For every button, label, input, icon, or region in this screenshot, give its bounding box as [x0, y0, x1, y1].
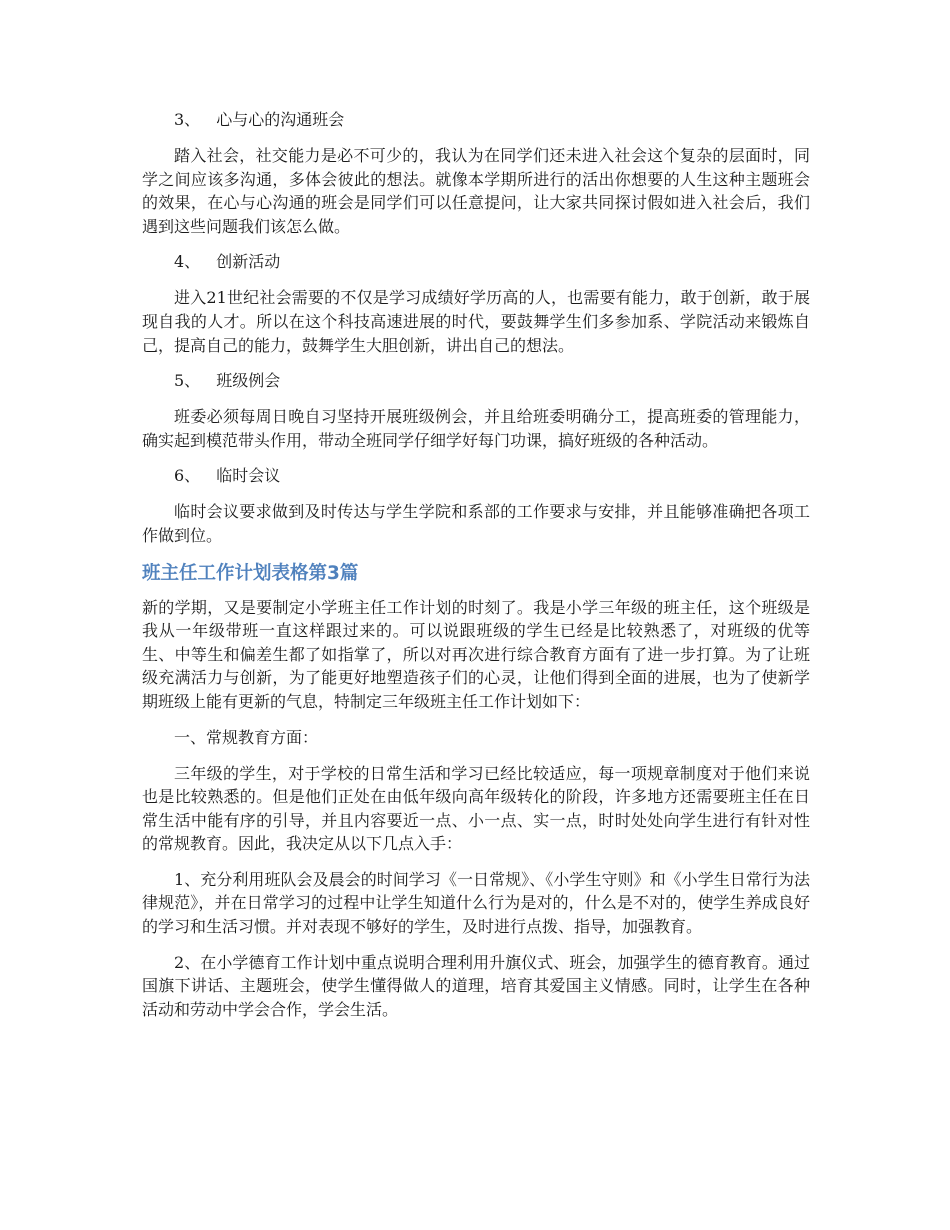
item-heading-6: [142, 464, 810, 488]
item-heading-4: [142, 250, 810, 274]
item-body-3: 踏入社会，社交能力是必不可少的，我认为在同学们还未进入社会这个复杂的层面时，同学之间应该多沟通，多体会彼此的想法。就像本学期所进行的活出你想要的人生这种主题班会的效果，在心与心沟通的班会是同学们可以任意提问，让大家共同探讨假如进入社会后，我们遇到这些问题我们该怎么做。: [142, 146, 810, 236]
item-number: 3、: [174, 110, 201, 129]
item-heading-3: [142, 108, 810, 132]
item-title: 临时会议: [216, 466, 281, 486]
item-number: 6、: [174, 466, 201, 486]
intro-paragraph: 新的学期，又是要制定小学班主任工作计划的时刻了。我是小学三年级的班主任，这个班级是我从一年级带班一直这样跟过来的。可以说跟班级的学生已经是比较熟悉了，对班级的优等生、中等生和偏差生都了如指掌了，所以对再次进行综合教育方面有了进一步打算。为了让班级充满活力与创新，为了能更好地塑造孩子们的心灵，让他们得到全面的进展，也为了使新学期班级上能有更新的气息，特制定三年级班主任工作计划如下：: [142, 597, 810, 711]
body-paragraph-2: 1、充分利用班队会及晨会的时间学习《一日常规》、《小学生守则》和《小学生日常行为法律规范》，并在日常学习的过程中让学生知道什么行为是对的，什么是不对的，使学生养成良好的学习和生活习惯。并对表现不够好的学生，及时进行点拨、指导，加强教育。: [142, 869, 810, 937]
item-body-4: 进入21世纪社会需要的不仅是学习成绩好学历高的人，也需要有能力，敢于创新，敢于展现自我的人才。所以在这个科技高速进展的时代，要鼓舞学生们多参加系、学院活动来锻炼自己，提高自己的能力，鼓舞学生大胆创新，讲出自己的想法。: [142, 288, 810, 355]
item-body-6: 临时会议要求做到及时传达与学生学院和系部的工作要求与安排，并且能够准确把各项工作做到位。: [142, 502, 810, 545]
document-page: [142, 108, 810, 1033]
item-number: 5、: [174, 371, 201, 391]
item-body-5: 班委必须每周日晚自习坚持开展班级例会，并且给班委明确分工，提高班委的管理能力，确实起到模范带头作用，带动全班同学仔细学好每门功课，搞好班级的各种活动。: [142, 407, 810, 450]
subheading: 一、常规教育方面：: [174, 727, 319, 747]
item-number: 4、: [174, 252, 201, 272]
section-title: 班主任工作计划表格第3篇: [142, 562, 359, 584]
body-paragraph-1: 三年级的学生，对于学校的日常生活和学习已经比较适应，每一项规章制度对于他们来说也是比较熟悉的。但是他们正处在由低年级向高年级转化的阶段，许多地方还需要班主任在日常生活中能有序的引导，并且内容要近一点、小一点、实一点，时时处处向学生进行有针对性的常规教育。因此，我决定从以下几点入手：: [142, 763, 810, 854]
body-paragraph-3: 2、在小学德育工作计划中重点说明合理利用升旗仪式、班会，加强学生的德育教育。通过国旗下讲话、主题班会，使学生懂得做人的道理，培育其爱国主义情感。同时，让学生在各种活动和劳动中学会合作，学会生活。: [142, 952, 810, 1019]
item-title: 创新活动: [216, 252, 281, 272]
item-title: 心与心的沟通班会: [216, 110, 345, 129]
item-title: 班级例会: [216, 371, 281, 391]
item-heading-5: [142, 369, 810, 393]
